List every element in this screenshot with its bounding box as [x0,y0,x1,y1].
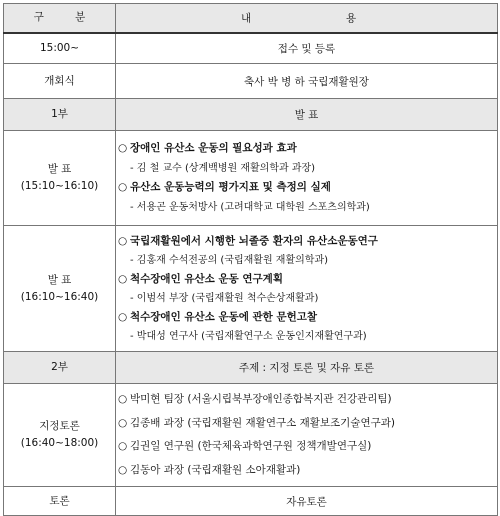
list-item [118,139,497,159]
section-title-part1: 발 표 [116,99,498,131]
row-content-discussion: 자유토론 [116,487,498,516]
panelist-list [116,384,498,487]
header-content [116,4,498,33]
bullet-icon: ○ [118,234,128,247]
presenter: - 박대성 연구사 (국립재활연구소 운동인지재활연구과) [130,330,367,342]
session-label [4,226,116,352]
table-row [4,131,498,226]
panelist: 김종배 과장 (국립재활원 재활연구소 재활보조기술연구과) [130,416,395,429]
bullet-icon: ○ [118,416,128,429]
row-content-opening: 축사 박 병 하 국립재활원장 [116,64,498,99]
table-header-row [4,4,498,33]
presenter: - 서용곤 운동처방사 (고려대학교 대학원 스포츠의학과) [130,201,370,213]
table-row [4,384,498,487]
presentation-list [116,226,498,352]
list-item [118,232,497,251]
presentation-title: 척수장애인 유산소 운동 연구계획 [130,272,283,285]
row-label-opening: 개회식 [4,64,116,99]
section-label-part1: 1부 [4,99,116,131]
bullet-icon: ○ [118,181,128,193]
list-item [118,459,497,483]
table-row [4,33,498,64]
bullet-icon: ○ [118,440,128,452]
session-time: (16:40~18:00) [20,437,99,449]
list-item [118,388,497,412]
presentation-title: 장애인 유산소 운동의 필요성과 효과 [130,142,297,154]
row-content-registration: 접수 및 등록 [116,33,498,64]
session-label [4,131,116,226]
presentation-title: 척수장애인 유산소 운동에 관한 문헌고찰 [130,310,318,323]
schedule-table [3,3,498,516]
row-label-discussion: 토론 [4,487,116,516]
session-title: 발 표 [47,163,72,175]
presenter: - 김 철 교수 (상계백병원 재활의학과 과장) [130,162,316,174]
presenter: - 김홍재 수석전공의 (국립재활원 재활의학과) [130,254,329,266]
header-content-part-2: 용 [346,12,357,25]
bullet-icon: ○ [118,310,128,323]
bullet-icon: ○ [118,463,128,476]
table-row [4,487,498,516]
list-item [118,435,497,459]
panelist: 김동아 과장 (국립재활원 소아재활과) [130,463,301,476]
section-label-part2: 2부 [4,352,116,384]
row-label-registration: 15:00~ [4,33,116,64]
session-time: (15:10~16:10) [20,180,99,192]
presentation-title: 국립재활원에서 시행한 뇌졸중 환자의 유산소운동연구 [130,234,378,247]
presenter: - 이범석 부장 (국립재활원 척수손상재활과) [130,292,319,304]
session-label [4,384,116,487]
table-row [4,226,498,352]
header-content-part-1: 내 [241,12,252,25]
bullet-icon: ○ [118,393,128,405]
presentation-title: 유산소 운동능력의 평가지표 및 측정의 실제 [130,181,331,193]
section-row-part1 [4,99,498,131]
panelist: 박미현 팀장 (서울시립북부장애인종합복지관 건강관리팀) [130,393,392,405]
list-item [118,308,497,327]
header-category: 구 분 [4,4,116,33]
section-title-part2: 주제 : 지정 토론 및 자유 토론 [116,352,498,384]
list-item [118,270,497,289]
session-title: 지정토론 [39,420,80,432]
list-item [118,178,497,198]
session-time: (16:10~16:40) [20,290,99,303]
bullet-icon: ○ [118,142,128,154]
bullet-icon: ○ [118,272,128,285]
list-item [118,412,497,436]
session-title: 발 표 [47,273,72,286]
table-row [4,64,498,99]
panelist: 김권일 연구원 (한국체육과학연구원 정책개발연구실) [130,440,372,452]
presentation-list [116,131,498,226]
section-row-part2 [4,352,498,384]
